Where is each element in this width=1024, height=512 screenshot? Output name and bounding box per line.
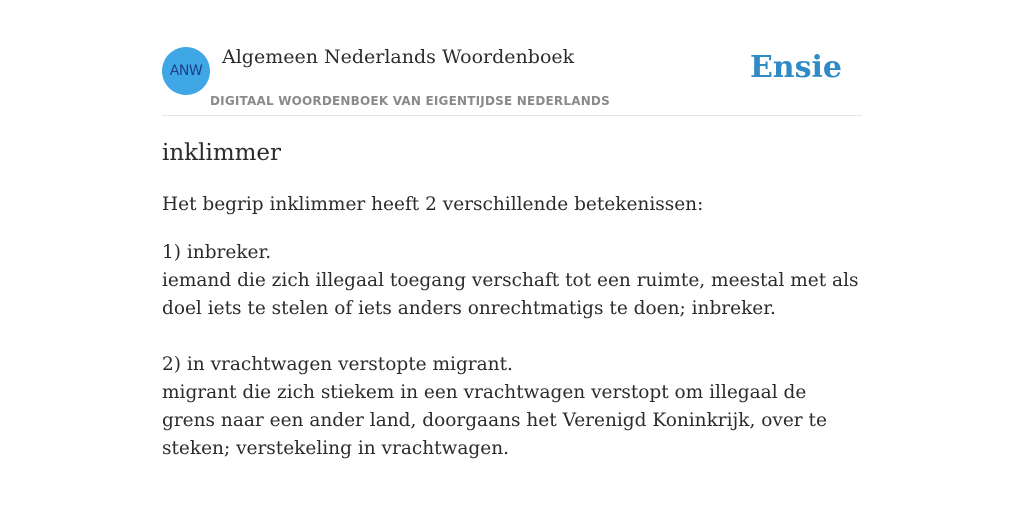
meaning-definition: iemand die zich illegaal toegang verschaft tot een ruimte, meestal met als doel iets te stelen of iets anders onrechtmatigs te doen; inbreker. bbox=[162, 270, 859, 319]
meaning-item bbox=[162, 239, 862, 323]
dictionary-title[interactable]: Algemeen Nederlands Woordenboek bbox=[222, 46, 575, 68]
meaning-item bbox=[162, 351, 862, 463]
ensie-brand-link[interactable]: Ensie bbox=[749, 50, 842, 85]
entry-intro: Het begrip inklimmer heeft 2 verschillende betekenissen: bbox=[162, 194, 704, 215]
meanings-list bbox=[162, 239, 862, 491]
anw-logo-text: ANW bbox=[169, 63, 203, 79]
anw-logo[interactable] bbox=[162, 47, 210, 95]
dictionary-subtitle: DIGITAAL WOORDENBOEK VAN EIGENTIJDSE NEDERLANDS bbox=[210, 94, 610, 108]
meaning-heading: 1) inbreker. bbox=[162, 242, 272, 263]
header-divider bbox=[162, 115, 862, 116]
headword: inklimmer bbox=[162, 140, 282, 166]
dictionary-card bbox=[162, 0, 862, 512]
meaning-definition: migrant die zich stiekem in een vrachtwagen verstopt om illegaal de grens naar een ander land, doorgaans het Verenigd Koninkrijk, over te steken; verstekeling in vrachtwagen. bbox=[162, 382, 827, 459]
meaning-heading: 2) in vrachtwagen verstopte migrant. bbox=[162, 354, 513, 375]
